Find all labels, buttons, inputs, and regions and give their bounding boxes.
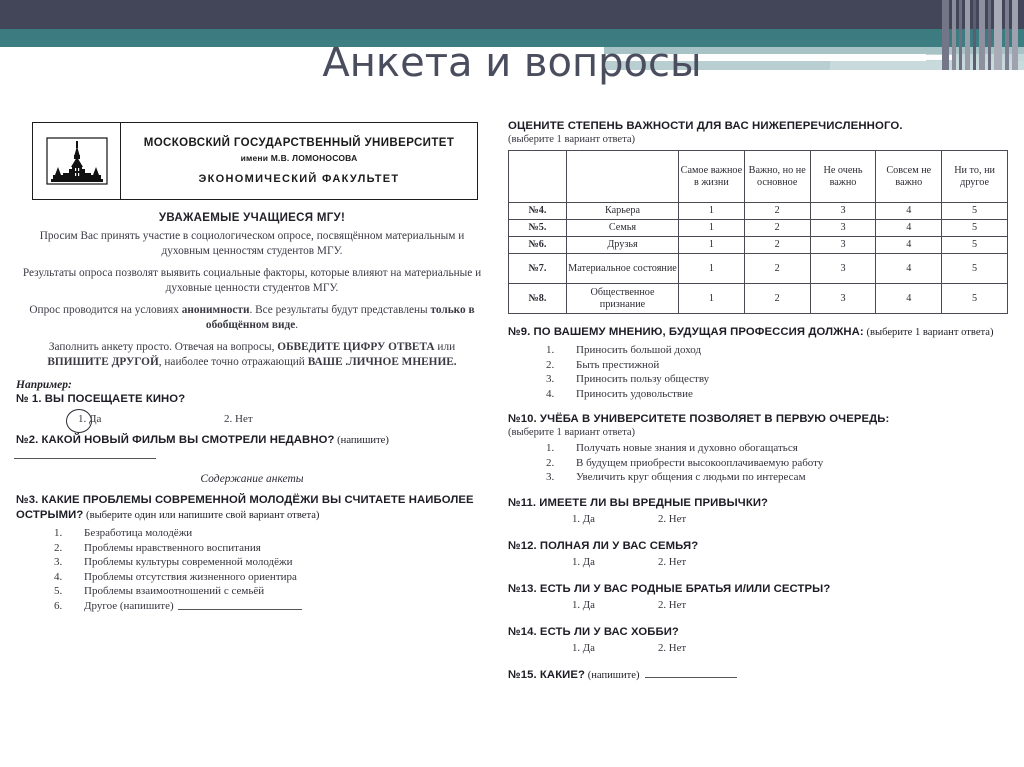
question-2-title	[16, 433, 490, 448]
intro-p3-c: . Все результаты будут представлены	[249, 304, 431, 316]
rating-cell[interactable]: 4	[876, 220, 942, 237]
intro-block	[20, 212, 484, 370]
list-item[interactable]: Безработица молодёжи	[84, 527, 193, 539]
question-14-option-yes[interactable]: 1. Да	[572, 641, 595, 654]
question-13-block	[506, 582, 1014, 614]
university-name: МОСКОВСКИЙ ГОСУДАРСТВЕННЫЙ УНИВЕРСИТЕТ	[143, 136, 455, 149]
question-13-option-yes[interactable]: 1. Да	[572, 598, 595, 611]
list-item[interactable]: Приносить удовольствие	[576, 387, 693, 400]
col-header-neither: Ни то, ни другое	[942, 151, 1008, 203]
question-1-option-yes[interactable]: 1. Да	[78, 413, 102, 425]
rating-table-subtitle: (выберите 1 вариант ответа)	[508, 134, 636, 145]
list-item[interactable]: Проблемы взаимоотношений с семьёй	[84, 585, 265, 597]
question-13-title: №13. ЕСТЬ ЛИ У ВАС РОДНЫЕ БРАТЬЯ И/ИЛИ СЕСТРЫ?	[508, 582, 831, 595]
row-number: №6.	[509, 237, 567, 254]
slide-header-banner	[0, 0, 1024, 110]
question-10-options	[506, 441, 1014, 485]
importance-rating-table	[508, 150, 1008, 314]
content-section-heading: Содержание анкеты	[200, 473, 304, 485]
rating-cell[interactable]: 5	[942, 254, 1008, 284]
question-2-text: №2. КАКОЙ НОВЫЙ ФИЛЬМ ВЫ СМОТРЕЛИ НЕДАВНО?	[16, 434, 335, 446]
question-3-note: (выберите один или напишите свой вариант ответа)	[83, 510, 320, 521]
list-item[interactable]: Получать новые знания и духовно обогащаться	[576, 442, 798, 454]
msu-letterhead	[32, 122, 478, 200]
rating-cell[interactable]: 4	[876, 237, 942, 254]
list-item[interactable]: Приносить пользу обществу	[576, 373, 710, 385]
col-header-most-important: Самое важное в жизни	[679, 151, 745, 203]
question-10-title: №10. УЧЁБА В УНИВЕРСИТЕТЕ ПОЗВОЛЯЕТ В ПЕРВУЮ ОЧЕРЕДЬ:	[508, 413, 890, 425]
row-label: Семья	[567, 220, 679, 237]
question-11-option-no[interactable]: 2. Нет	[658, 512, 687, 525]
question-9-title	[508, 325, 1014, 340]
question-13-option-no[interactable]: 2. Нет	[658, 598, 687, 611]
question-3-text: №3. КАКИЕ ПРОБЛЕМЫ СОВРЕМЕННОЙ МОЛОДЁЖИ ВЫ СЧИТАЕТЕ НАИБОЛЕЕ ОСТРЫМИ?	[16, 494, 474, 521]
rating-table-title: ОЦЕНИТЕ СТЕПЕНЬ ВАЖНОСТИ ДЛЯ ВАС НИЖЕПЕРЕЧИСЛЕННОГО.	[508, 120, 903, 132]
rating-cell[interactable]: 5	[942, 284, 1008, 314]
questionnaire-right-page	[506, 118, 1014, 683]
questionnaire-document	[0, 118, 1024, 767]
rating-cell[interactable]: 1	[679, 254, 745, 284]
intro-p3-anonymity: анонимности	[181, 304, 250, 316]
intro-paragraph-4	[20, 340, 484, 370]
col-header-important-not-main: Важно, но не основное	[744, 151, 810, 203]
question-3-title	[16, 493, 490, 523]
rating-cell[interactable]: 4	[876, 203, 942, 220]
intro-p4-a: Заполнить анкету просто. Отвечая на вопросы,	[48, 341, 278, 353]
table-header-row	[509, 151, 1008, 203]
intro-p3-e: .	[295, 319, 299, 331]
question-2-note: (напишите)	[334, 435, 389, 446]
question-11-answers	[506, 513, 1014, 528]
intro-heading: УВАЖАЕМЫЕ УЧАЩИЕСЯ МГУ!	[158, 212, 346, 224]
question-12-option-yes[interactable]: 1. Да	[572, 555, 595, 568]
question-11-block	[506, 496, 1014, 528]
list-item[interactable]: Приносить большой доход	[576, 344, 702, 356]
table-row	[509, 284, 1008, 314]
question-3-other-input-line[interactable]	[178, 600, 302, 610]
rating-table-body	[509, 203, 1008, 314]
question-15-title	[508, 668, 1014, 683]
list-item[interactable]: Быть престижной	[576, 358, 660, 371]
question-14-answers	[506, 642, 1014, 657]
rating-cell[interactable]: 2	[744, 220, 810, 237]
banner-band-dark	[0, 0, 1024, 29]
intro-p4-c: или	[434, 341, 456, 353]
rating-cell[interactable]: 3	[810, 284, 876, 314]
question-12-option-no[interactable]: 2. Нет	[658, 555, 687, 568]
question-1-title: № 1. ВЫ ПОСЕЩАЕТЕ КИНО?	[16, 393, 186, 405]
col-header-number	[509, 151, 567, 203]
list-item[interactable]: Проблемы нравственного воспитания	[84, 541, 261, 554]
intro-p4-personal-opinion: ВАШЕ .ЛИЧНОЕ МНЕНИЕ.	[307, 356, 457, 368]
list-item[interactable]: Проблемы отсутствия жизненного ориентира	[84, 570, 297, 583]
intro-p3-aggregated: только в обобщённом виде	[205, 304, 475, 331]
row-number: №7.	[509, 254, 567, 284]
question-14-option-no[interactable]: 2. Нет	[658, 641, 687, 654]
question-1-option-no[interactable]: 2. Нет	[224, 413, 253, 425]
question-15-note: (напишите)	[585, 669, 640, 681]
rating-cell[interactable]: 2	[744, 254, 810, 284]
rating-cell[interactable]: 1	[679, 284, 745, 314]
intro-paragraph-1: Просим Вас принять участие в социологическом опросе, посвящённом материальным и духовным ценностям студентов МГУ.	[39, 230, 465, 257]
question-11-option-yes[interactable]: 1. Да	[572, 512, 595, 525]
col-header-item	[567, 151, 679, 203]
list-item[interactable]: В будущем приобрести высокооплачиваемую работу	[576, 456, 824, 469]
question-13-answers	[506, 599, 1014, 614]
question-3-other-label: Другое (напишите)	[84, 599, 174, 612]
question-9-note: (выберите 1 вариант ответа)	[863, 327, 994, 338]
question-2-answer-line[interactable]	[14, 458, 156, 459]
question-9-text: №9. ПО ВАШЕМУ МНЕНИЮ, БУДУЩАЯ ПРОФЕССИЯ ДОЛЖНА:	[508, 326, 864, 338]
intro-p4-circle-instruction: ОБВЕДИТЕ ЦИФРУ ОТВЕТА	[277, 341, 435, 353]
question-3-options	[14, 526, 490, 613]
rating-cell[interactable]: 2	[744, 203, 810, 220]
example-label: Например:	[16, 379, 72, 391]
page-title: Анкета и вопросы	[322, 40, 702, 86]
rating-cell[interactable]: 2	[744, 237, 810, 254]
rating-cell[interactable]: 4	[876, 254, 942, 284]
rating-cell[interactable]: 3	[810, 203, 876, 220]
question-14-title: №14. ЕСТЬ ЛИ У ВАС ХОББИ?	[508, 625, 679, 638]
col-header-not-important-at-all: Совсем не важно	[876, 151, 942, 203]
question-15-answer-line[interactable]	[645, 668, 737, 678]
question-11-title: №11. ИМЕЕТЕ ЛИ ВЫ ВРЕДНЫЕ ПРИВЫЧКИ?	[508, 496, 769, 509]
rating-cell[interactable]: 3	[810, 254, 876, 284]
rating-table-head	[509, 151, 1008, 203]
row-number: №8.	[509, 284, 567, 314]
col-header-not-very-important: Не очень важно	[810, 151, 876, 203]
rating-cell[interactable]: 2	[744, 284, 810, 314]
table-row	[509, 203, 1008, 220]
intro-paragraph-3	[20, 303, 484, 333]
question-12-block	[506, 539, 1014, 571]
row-label: Друзья	[567, 237, 679, 254]
list-item[interactable]: Проблемы культуры современной молодёжи	[84, 556, 293, 568]
rating-cell[interactable]: 5	[942, 220, 1008, 237]
rating-cell[interactable]: 3	[810, 237, 876, 254]
rating-cell[interactable]: 1	[679, 220, 745, 237]
rating-cell[interactable]: 1	[679, 237, 745, 254]
question-9-block	[506, 325, 1014, 401]
table-row	[509, 254, 1008, 284]
rating-cell[interactable]: 5	[942, 237, 1008, 254]
table-row	[509, 237, 1008, 254]
question-15-block	[506, 668, 1014, 683]
university-eponym: имени М.В. ЛОМОНОСОВА	[240, 152, 358, 163]
question-9-options	[506, 343, 1014, 401]
table-row	[509, 220, 1008, 237]
question-10-block	[506, 412, 1014, 485]
rating-cell[interactable]: 3	[810, 220, 876, 237]
question-12-answers	[506, 556, 1014, 571]
list-item-other[interactable]	[54, 599, 490, 614]
questionnaire-left-page	[14, 118, 490, 613]
row-label: Материальное состояние	[567, 254, 679, 284]
intro-p3-a: Опрос проводится на условиях	[29, 304, 182, 316]
question-14-block	[506, 625, 1014, 657]
row-label: Карьера	[567, 203, 679, 220]
rating-cell[interactable]: 5	[942, 203, 1008, 220]
row-number: №4.	[509, 203, 567, 220]
row-label: Общественное признание	[567, 284, 679, 314]
row-number: №5.	[509, 220, 567, 237]
question-12-title: №12. ПОЛНАЯ ЛИ У ВАС СЕМЬЯ?	[508, 539, 699, 552]
question-10-note: (выберите 1 вариант ответа)	[508, 427, 636, 438]
msu-building-icon	[33, 123, 121, 199]
rating-cell[interactable]: 1	[679, 203, 745, 220]
msu-letterhead-text	[121, 123, 477, 199]
intro-p4-e: , наиболее точно отражающий	[158, 356, 308, 368]
faculty-name: ЭКОНОМИЧЕСКИЙ ФАКУЛЬТЕТ	[198, 172, 400, 185]
intro-p4-write-instruction: ВПИШИТЕ ДРУГОЙ	[47, 356, 159, 368]
list-item[interactable]: Увеличить круг общения с людьми по интересам	[576, 471, 806, 483]
question-15-text: №15. КАКИЕ?	[508, 668, 586, 681]
rating-cell[interactable]: 4	[876, 284, 942, 314]
question-1-answers	[14, 410, 490, 432]
intro-paragraph-2: Результаты опроса позволят выявить социальные факторы, которые влияют на материальные и духовные ценности студентов МГУ.	[22, 267, 482, 294]
